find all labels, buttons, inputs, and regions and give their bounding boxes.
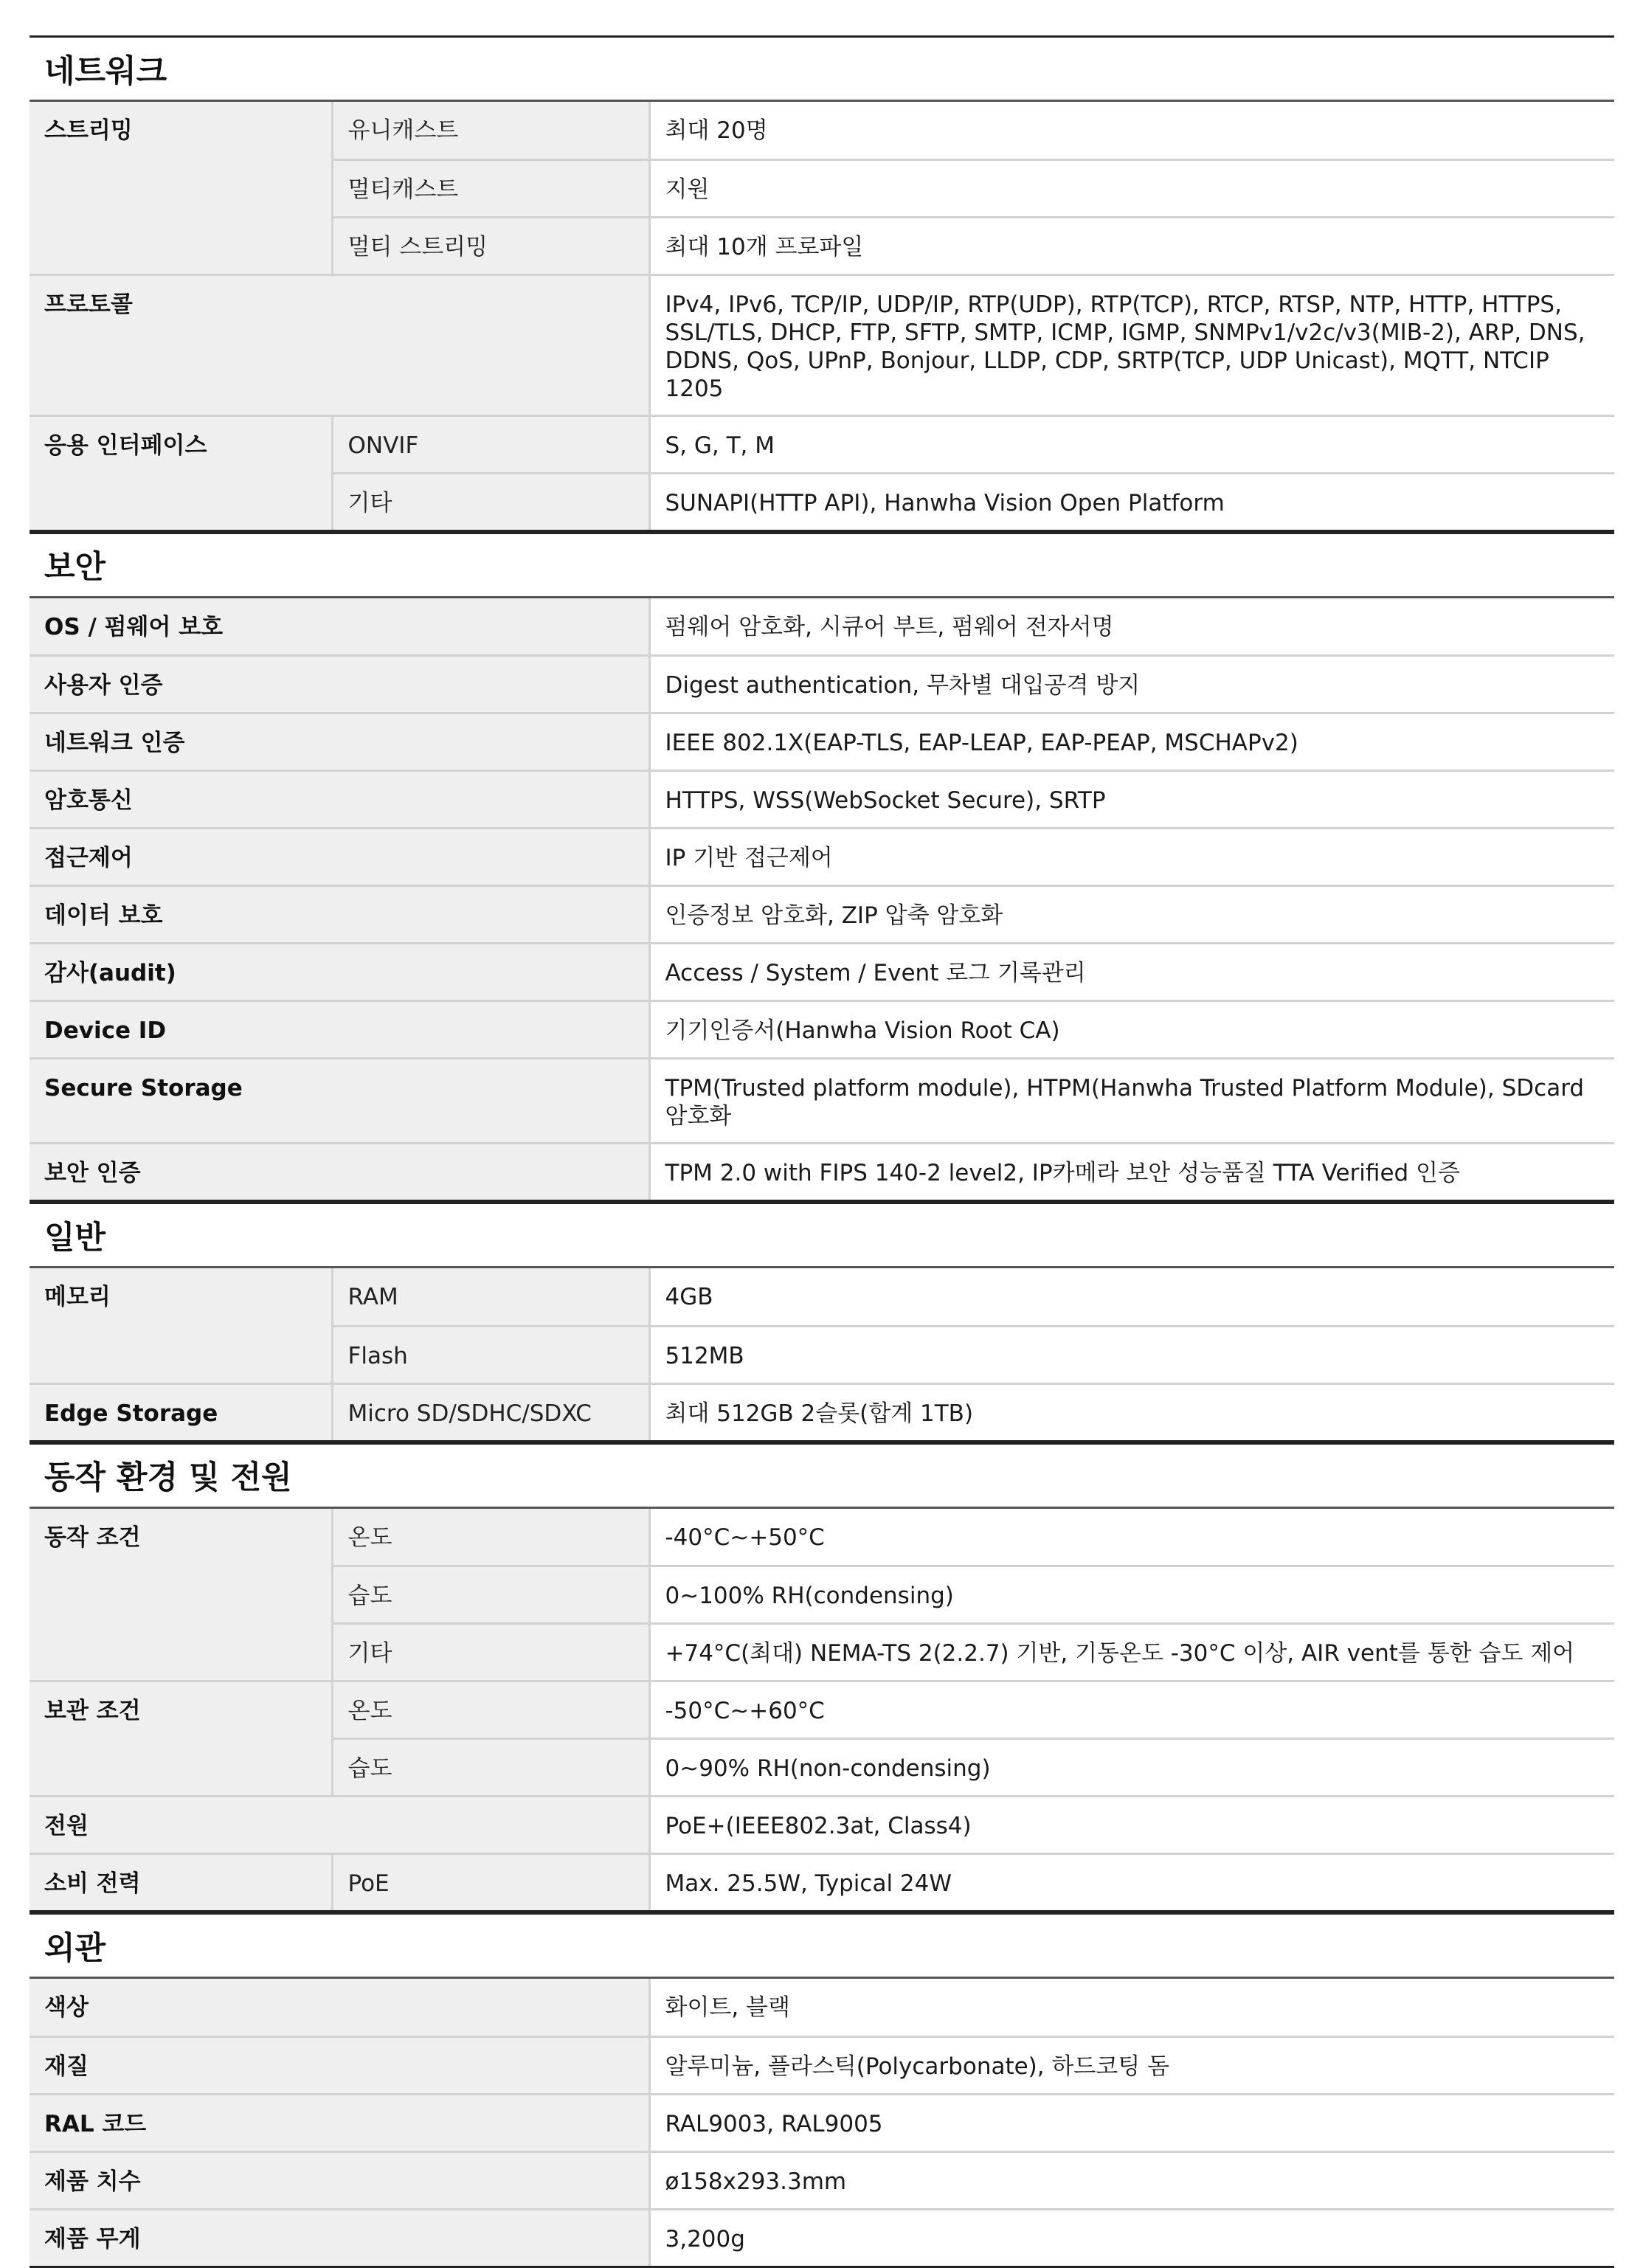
- spec-sublabel: 온도: [332, 1509, 649, 1566]
- spec-value: [649, 274, 1614, 415]
- spec-row: [30, 415, 1614, 473]
- spec-label: 접근제어: [30, 829, 649, 886]
- spec-row: [30, 1144, 1614, 1201]
- spec-label: 제품 치수: [30, 2151, 649, 2209]
- spec-value: [649, 656, 1614, 713]
- spec-value-line: -50°C~+60°C: [665, 1698, 825, 1724]
- spec-label: Device ID: [30, 1001, 649, 1059]
- spec-row: [30, 1979, 1614, 2036]
- spec-value-line: 512MB: [665, 1342, 744, 1369]
- spec-value-line: SUNAPI(HTTP API), Hanwha Vision Open Platform: [665, 489, 1225, 516]
- spec-sublabel: 유니캐스트: [332, 102, 649, 159]
- spec-label: Edge Storage: [30, 1383, 332, 1441]
- spec-row: [30, 944, 1614, 1001]
- spec-row: [30, 1854, 1614, 1912]
- spec-label: 보관 조건: [30, 1681, 332, 1797]
- spec-label: 색상: [30, 1979, 649, 2036]
- spec-label: 소비 전력: [30, 1854, 332, 1912]
- spec-label: 응용 인터페이스: [30, 415, 332, 530]
- spec-row: [30, 102, 1614, 159]
- spec-value: [649, 1681, 1614, 1739]
- section-title: 외관: [30, 1912, 1614, 1979]
- spec-sublabel: Micro SD/SDHC/SDXC: [332, 1383, 649, 1441]
- spec-row: [30, 1268, 1614, 1326]
- spec-value-line: 4GB: [665, 1284, 713, 1310]
- spec-value: [649, 1509, 1614, 1566]
- spec-value-line: Max. 25.5W, Typical 24W: [665, 1870, 952, 1897]
- spec-label: 스트리밍: [30, 102, 332, 274]
- spec-value: [649, 1001, 1614, 1059]
- spec-row: [30, 1383, 1614, 1441]
- spec-label: 암호통신: [30, 771, 649, 829]
- spec-value: [649, 415, 1614, 473]
- spec-value-line: 인증정보 암호화, ZIP 압축 암호화: [665, 902, 1003, 929]
- spec-label: 동작 조건: [30, 1509, 332, 1681]
- spec-label: 제품 무게: [30, 2209, 649, 2267]
- spec-value-line: PoE+(IEEE802.3at, Class4): [665, 1813, 972, 1839]
- spec-row: [30, 829, 1614, 886]
- spec-row: [30, 2036, 1614, 2094]
- spec-value: [649, 102, 1614, 159]
- spec-table: [30, 1268, 1614, 1442]
- spec-value-line: TPM(Trusted platform module), HTPM(Hanwha Trusted Platform Module), SDcard 암호화: [665, 1075, 1585, 1130]
- spec-value: [649, 1624, 1614, 1681]
- section-title: 보안: [30, 532, 1614, 598]
- spec-row: [30, 274, 1614, 415]
- spec-value: [649, 159, 1614, 217]
- spec-value-line: +74°C(최대) NEMA-TS 2(2.2.7) 기반, 기동온도 -30°C 이상, AIR vent를 통한 습도 제어: [665, 1640, 1575, 1667]
- section-title: 일반: [30, 1202, 1614, 1268]
- spec-value: [649, 1383, 1614, 1441]
- spec-label: 사용자 인증: [30, 656, 649, 713]
- spec-value-line: Digest authentication, 무차별 대입공격 방지: [665, 672, 1141, 699]
- spec-label: 프로토콜: [30, 274, 649, 415]
- spec-value-line: 화이트, 블랙: [665, 1994, 790, 2021]
- spec-table: [30, 1509, 1614, 1913]
- spec-sublabel: 기타: [332, 1624, 649, 1681]
- spec-label: 보안 인증: [30, 1144, 649, 1201]
- spec-value-line: 0~100% RH(condensing): [665, 1583, 954, 1609]
- spec-value: [649, 1797, 1614, 1854]
- spec-label: 데이터 보호: [30, 886, 649, 944]
- spec-value: [649, 2209, 1614, 2267]
- spec-value-line: 펌웨어 암호화, 시큐어 부트, 펌웨어 전자서명: [665, 613, 1114, 640]
- spec-value: [649, 886, 1614, 944]
- spec-row: [30, 886, 1614, 944]
- spec-label: RAL 코드: [30, 2094, 649, 2151]
- spec-sublabel: RAM: [332, 1268, 649, 1326]
- spec-sublabel: 습도: [332, 1566, 649, 1624]
- spec-value: [649, 473, 1614, 530]
- spec-row: [30, 2094, 1614, 2151]
- spec-sublabel: 멀티캐스트: [332, 159, 649, 217]
- section-title: 동작 환경 및 전원: [30, 1442, 1614, 1509]
- spec-value-line: 지원: [665, 176, 710, 203]
- spec-row: [30, 1001, 1614, 1059]
- spec-sublabel: 멀티 스트리밍: [332, 217, 649, 274]
- spec-value-line: -40°C~+50°C: [665, 1524, 825, 1551]
- spec-value-line: 최대 512GB 2슬롯(합계 1TB): [665, 1400, 974, 1427]
- spec-sublabel: 기타: [332, 473, 649, 530]
- spec-label: 메모리: [30, 1268, 332, 1383]
- spec-value: [649, 2094, 1614, 2151]
- spec-value: [649, 1979, 1614, 2036]
- spec-value: [649, 1566, 1614, 1624]
- spec-label: 네트워크 인증: [30, 713, 649, 771]
- spec-value: [649, 598, 1614, 656]
- spec-row: [30, 1059, 1614, 1144]
- spec-value: [649, 944, 1614, 1001]
- spec-value: [649, 1059, 1614, 1144]
- spec-label: OS / 펌웨어 보호: [30, 598, 649, 656]
- spec-sublabel: 습도: [332, 1739, 649, 1797]
- spec-value-line: TPM 2.0 with FIPS 140-2 level2, IP카메라 보안 성능품질 TTA Verified 인증: [665, 1160, 1460, 1186]
- spec-value: [649, 1326, 1614, 1383]
- spec-value-line: IPv4, IPv6, TCP/IP, UDP/IP, RTP(UDP), RTP(TCP), RTCP, RTSP, NTP, HTTP, HTTPS,: [665, 291, 1562, 318]
- spec-value: [649, 771, 1614, 829]
- spec-sublabel: 온도: [332, 1681, 649, 1739]
- spec-row: [30, 713, 1614, 771]
- spec-value: [649, 1854, 1614, 1912]
- spec-row: [30, 598, 1614, 656]
- spec-value-line: 최대 20명: [665, 117, 768, 144]
- spec-table: [30, 598, 1614, 1203]
- spec-table: [30, 102, 1614, 532]
- spec-value-line: HTTPS, WSS(WebSocket Secure), SRTP: [665, 787, 1106, 814]
- spec-value-line: ø158x293.3mm: [665, 2168, 847, 2195]
- spec-value-line: 최대 10개 프로파일: [665, 233, 864, 260]
- spec-value-line: IEEE 802.1X(EAP-TLS, EAP-LEAP, EAP-PEAP, MSCHAPv2): [665, 730, 1298, 756]
- spec-row: [30, 771, 1614, 829]
- spec-value-line: 알루미늄, 플라스틱(Polycarbonate), 하드코팅 돔: [665, 2053, 1170, 2080]
- spec-row: [30, 2151, 1614, 2209]
- spec-row: [30, 1797, 1614, 1854]
- spec-row: [30, 2209, 1614, 2267]
- spec-value-line: S, G, T, M: [665, 432, 775, 459]
- spec-label: Secure Storage: [30, 1059, 649, 1144]
- spec-value: [649, 217, 1614, 274]
- section-title: 네트워크: [30, 35, 1614, 102]
- spec-value-line: DDNS, QoS, UPnP, Bonjour, LLDP, CDP, SRTP(TCP, UDP Unicast), MQTT, NTCIP 1205: [665, 347, 1549, 402]
- spec-value: [649, 2036, 1614, 2094]
- spec-label: 전원: [30, 1797, 649, 1854]
- spec-row: [30, 1509, 1614, 1566]
- spec-sublabel: Flash: [332, 1326, 649, 1383]
- spec-value: [649, 2151, 1614, 2209]
- spec-value: [649, 829, 1614, 886]
- spec-value-line: 0~90% RH(non-condensing): [665, 1755, 991, 1782]
- spec-sheet: [30, 35, 1614, 2268]
- spec-value-line: 3,200g: [665, 2225, 745, 2253]
- spec-value-line: RAL9003, RAL9005: [665, 2110, 883, 2137]
- spec-label: 재질: [30, 2036, 649, 2094]
- spec-value-line: SSL/TLS, DHCP, FTP, SFTP, SMTP, ICMP, IGMP, SNMPv1/v2c/v3(MIB-2), ARP, DNS,: [665, 319, 1585, 346]
- spec-row: [30, 656, 1614, 713]
- spec-value-line: 기기인증서(Hanwha Vision Root CA): [665, 1017, 1060, 1044]
- spec-value: [649, 713, 1614, 771]
- spec-sublabel: ONVIF: [332, 415, 649, 473]
- spec-row: [30, 1681, 1614, 1739]
- spec-label: 감사(audit): [30, 944, 649, 1001]
- spec-value-line: IP 기반 접근제어: [665, 845, 833, 871]
- spec-value: [649, 1144, 1614, 1201]
- spec-value-line: Access / System / Event 로그 기록관리: [665, 960, 1086, 986]
- spec-sublabel: PoE: [332, 1854, 649, 1912]
- spec-table: [30, 1979, 1614, 2268]
- spec-value: [649, 1739, 1614, 1797]
- spec-value: [649, 1268, 1614, 1326]
